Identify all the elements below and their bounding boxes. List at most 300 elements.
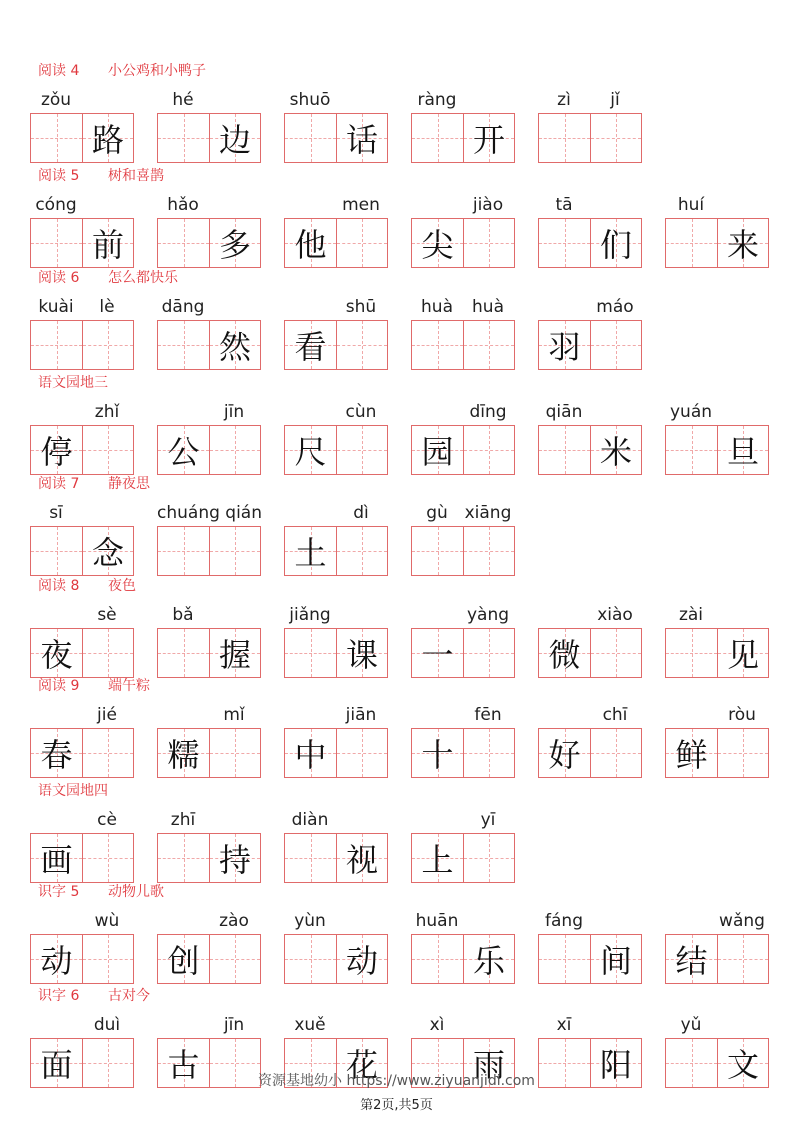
pinyin: yǔ xyxy=(680,1015,702,1035)
tianzige-cell xyxy=(209,321,260,369)
hanzi-character: 春 xyxy=(40,736,73,774)
hanzi-character: 鲜 xyxy=(675,736,708,774)
blank-cell[interactable] xyxy=(158,527,209,575)
word-box xyxy=(30,934,134,984)
tianzige-cell xyxy=(412,834,463,882)
pinyin-row xyxy=(0,704,793,726)
pinyin: gù xyxy=(426,503,448,523)
section-name: 树和喜鹊 xyxy=(108,168,164,184)
tianzige-row xyxy=(0,113,793,163)
watermark-url: 资源基地幼小 https://www.ziyuanjidi.com xyxy=(258,1073,535,1089)
pinyin: qiān xyxy=(545,402,583,422)
tianzige-row xyxy=(0,628,793,678)
hanzi-character: 念 xyxy=(91,534,124,572)
word-box xyxy=(157,526,261,576)
tianzige-cell xyxy=(209,114,260,162)
tianzige-row xyxy=(0,320,793,370)
section-title xyxy=(38,374,108,392)
blank-cell[interactable] xyxy=(31,114,82,162)
section-number: 阅读 4 xyxy=(38,63,80,79)
pinyin: xuě xyxy=(294,1015,326,1035)
hanzi-character: 他 xyxy=(294,226,327,264)
blank-cell[interactable] xyxy=(31,321,82,369)
pinyin: chī xyxy=(602,705,628,725)
word-box xyxy=(665,425,769,475)
tianzige-cell xyxy=(285,426,336,474)
word-box xyxy=(665,628,769,678)
blank-cell[interactable] xyxy=(336,219,387,267)
hanzi-character: 花 xyxy=(345,1046,378,1084)
pinyin: xī xyxy=(556,1015,572,1035)
section-number: 识字 5 xyxy=(38,884,80,900)
section-name: 古对今 xyxy=(108,988,150,1004)
tianzige-cell xyxy=(31,729,82,777)
blank-cell[interactable] xyxy=(463,834,514,882)
section-title xyxy=(38,883,164,901)
pinyin: máo xyxy=(596,297,634,317)
section-name: 端午粽 xyxy=(108,678,150,694)
pinyin: cùn xyxy=(345,402,377,422)
tianzige-cell xyxy=(31,629,82,677)
section-name: 语文园地四 xyxy=(38,783,108,799)
blank-cell[interactable] xyxy=(336,321,387,369)
word-box xyxy=(538,320,642,370)
word-box xyxy=(157,628,261,678)
blank-cell[interactable] xyxy=(590,629,641,677)
blank-cell[interactable] xyxy=(463,629,514,677)
blank-cell[interactable] xyxy=(82,834,133,882)
pinyin: dāng xyxy=(161,297,205,317)
pinyin: tā xyxy=(555,195,573,215)
word-box xyxy=(284,526,388,576)
pinyin: huà xyxy=(472,297,504,317)
hanzi-character: 动 xyxy=(345,942,378,980)
hanzi-character: 面 xyxy=(40,1046,73,1084)
tianzige-row xyxy=(0,833,793,883)
pinyin-row xyxy=(0,502,793,524)
tianzige-cell xyxy=(158,729,209,777)
pinyin: xiāng xyxy=(464,503,512,523)
hanzi-character: 乐 xyxy=(472,942,505,980)
hanzi-character: 路 xyxy=(91,121,124,159)
blank-cell[interactable] xyxy=(158,629,209,677)
word-box xyxy=(157,425,261,475)
tianzige-cell xyxy=(31,935,82,983)
word-box xyxy=(284,425,388,475)
pinyin: zài xyxy=(678,605,704,625)
pinyin: jié xyxy=(97,705,117,725)
tianzige-cell xyxy=(539,729,590,777)
blank-cell[interactable] xyxy=(31,219,82,267)
section-name: 夜色 xyxy=(108,578,136,594)
word-box xyxy=(411,320,515,370)
section-title xyxy=(38,62,206,80)
hanzi-character: 开 xyxy=(472,121,505,159)
blank-cell[interactable] xyxy=(209,527,260,575)
hanzi-character: 话 xyxy=(345,121,378,159)
pinyin: diàn xyxy=(291,810,329,830)
hanzi-character: 中 xyxy=(294,736,327,774)
tianzige-cell xyxy=(209,629,260,677)
pinyin-row xyxy=(0,194,793,216)
blank-cell[interactable] xyxy=(209,729,260,777)
tianzige-row xyxy=(0,218,793,268)
tianzige-cell xyxy=(158,935,209,983)
word-box xyxy=(411,728,515,778)
pinyin: xì xyxy=(429,1015,445,1035)
word-box xyxy=(284,218,388,268)
word-box xyxy=(538,218,642,268)
pinyin: zhī xyxy=(170,810,196,830)
word-box xyxy=(411,218,515,268)
hanzi-character: 前 xyxy=(91,226,124,264)
blank-cell[interactable] xyxy=(539,426,590,474)
tianzige-cell xyxy=(539,629,590,677)
tianzige-cell xyxy=(336,935,387,983)
word-box xyxy=(665,218,769,268)
tianzige-cell xyxy=(412,426,463,474)
blank-cell[interactable] xyxy=(463,729,514,777)
word-box xyxy=(30,728,134,778)
pinyin-row xyxy=(0,604,793,626)
pinyin-row xyxy=(0,809,793,831)
hanzi-character: 们 xyxy=(599,226,632,264)
hanzi-character: 尖 xyxy=(421,226,454,264)
hanzi-character: 米 xyxy=(599,433,632,471)
tianzige-cell xyxy=(209,834,260,882)
section-number: 阅读 6 xyxy=(38,270,80,286)
blank-cell[interactable] xyxy=(158,321,209,369)
pinyin: duì xyxy=(93,1015,121,1035)
tianzige-cell xyxy=(285,219,336,267)
blank-cell[interactable] xyxy=(82,321,133,369)
blank-cell[interactable] xyxy=(158,114,209,162)
pinyin-row xyxy=(0,296,793,318)
tianzige-cell xyxy=(158,426,209,474)
hanzi-character: 阳 xyxy=(599,1046,632,1084)
word-box xyxy=(157,934,261,984)
blank-cell[interactable] xyxy=(412,527,463,575)
tianzige-cell xyxy=(717,426,768,474)
pinyin: zǒu xyxy=(40,90,72,110)
section-number: 识字 6 xyxy=(38,988,80,1004)
pinyin: sè xyxy=(97,605,117,625)
pinyin: zì xyxy=(557,90,571,110)
word-box xyxy=(538,934,642,984)
pinyin: jīn xyxy=(223,402,245,422)
pinyin: wù xyxy=(94,911,120,931)
tianzige-cell xyxy=(82,527,133,575)
hanzi-character: 羽 xyxy=(548,328,581,366)
tianzige-cell xyxy=(717,219,768,267)
hanzi-character: 十 xyxy=(421,736,454,774)
hanzi-character: 视 xyxy=(345,841,378,879)
word-box xyxy=(411,526,515,576)
word-box xyxy=(411,113,515,163)
pinyin: shuō xyxy=(289,90,331,110)
blank-cell[interactable] xyxy=(717,935,768,983)
pinyin: wǎng xyxy=(719,911,765,931)
blank-cell[interactable] xyxy=(666,426,717,474)
tianzige-row xyxy=(0,728,793,778)
word-box xyxy=(665,934,769,984)
tianzige-cell xyxy=(539,321,590,369)
tianzige-cell xyxy=(336,114,387,162)
blank-cell[interactable] xyxy=(463,321,514,369)
hanzi-character: 见 xyxy=(726,636,759,674)
blank-cell[interactable] xyxy=(539,219,590,267)
pinyin: men xyxy=(342,195,380,215)
tianzige-cell xyxy=(209,219,260,267)
blank-cell[interactable] xyxy=(666,219,717,267)
word-box xyxy=(538,628,642,678)
blank-cell[interactable] xyxy=(717,729,768,777)
pinyin: lè xyxy=(99,297,115,317)
hanzi-character: 雨 xyxy=(472,1046,505,1084)
word-box xyxy=(411,833,515,883)
pinyin: jiān xyxy=(345,705,377,725)
page-number: 第2页,共5页 xyxy=(360,1098,433,1113)
word-box xyxy=(30,628,134,678)
blank-cell[interactable] xyxy=(336,426,387,474)
blank-cell[interactable] xyxy=(539,935,590,983)
hanzi-character: 微 xyxy=(548,636,581,674)
hanzi-character: 土 xyxy=(294,534,327,572)
pinyin: huà xyxy=(421,297,453,317)
hanzi-character: 课 xyxy=(345,636,378,674)
tianzige-cell xyxy=(82,114,133,162)
blank-cell[interactable] xyxy=(463,219,514,267)
tianzige-cell xyxy=(285,321,336,369)
blank-cell[interactable] xyxy=(336,729,387,777)
hanzi-character: 动 xyxy=(40,942,73,980)
blank-cell[interactable] xyxy=(82,426,133,474)
section-number: 阅读 7 xyxy=(38,476,80,492)
pinyin: yuán xyxy=(669,402,713,422)
pinyin: sī xyxy=(49,503,63,523)
blank-cell[interactable] xyxy=(82,729,133,777)
blank-cell[interactable] xyxy=(666,629,717,677)
tianzige-cell xyxy=(590,426,641,474)
hanzi-character: 糯 xyxy=(167,736,200,774)
blank-cell[interactable] xyxy=(463,527,514,575)
section-number: 阅读 8 xyxy=(38,578,80,594)
blank-cell[interactable] xyxy=(158,834,209,882)
word-box xyxy=(284,728,388,778)
word-box xyxy=(30,833,134,883)
pinyin: dīng xyxy=(469,402,507,422)
hanzi-character: 好 xyxy=(548,736,581,774)
blank-cell[interactable] xyxy=(539,114,590,162)
word-box xyxy=(157,728,261,778)
hanzi-character: 来 xyxy=(726,226,759,264)
tianzige-cell xyxy=(336,629,387,677)
pinyin: huān xyxy=(415,911,459,931)
tianzige-cell xyxy=(31,426,82,474)
section-title xyxy=(38,677,150,695)
section-title xyxy=(38,167,164,185)
pinyin: zào xyxy=(219,911,249,931)
word-box xyxy=(411,934,515,984)
word-box xyxy=(411,425,515,475)
word-box xyxy=(30,320,134,370)
blank-cell[interactable] xyxy=(463,426,514,474)
hanzi-character: 文 xyxy=(726,1046,759,1084)
section-number: 阅读 9 xyxy=(38,678,80,694)
tianzige-cell xyxy=(412,219,463,267)
word-box xyxy=(157,113,261,163)
word-box xyxy=(538,425,642,475)
pinyin: jīn xyxy=(223,1015,245,1035)
hanzi-character: 夜 xyxy=(40,636,73,674)
section-name: 静夜思 xyxy=(108,476,150,492)
tianzige-cell xyxy=(31,834,82,882)
word-box xyxy=(30,526,134,576)
hanzi-character: 园 xyxy=(421,433,454,471)
hanzi-character: 结 xyxy=(675,942,708,980)
pinyin: chuáng qián xyxy=(157,503,262,523)
blank-cell[interactable] xyxy=(590,114,641,162)
word-box xyxy=(157,218,261,268)
blank-cell[interactable] xyxy=(285,935,336,983)
tianzige-cell xyxy=(285,527,336,575)
hanzi-character: 间 xyxy=(599,942,632,980)
pinyin-row xyxy=(0,89,793,111)
word-box xyxy=(30,113,134,163)
tianzige-cell xyxy=(590,935,641,983)
tianzige-cell xyxy=(82,219,133,267)
word-box xyxy=(157,320,261,370)
pinyin: xiào xyxy=(597,605,633,625)
pinyin: ràng xyxy=(417,90,457,110)
hanzi-character: 边 xyxy=(218,121,251,159)
pinyin: hǎo xyxy=(167,195,199,215)
pinyin: huí xyxy=(677,195,705,215)
blank-cell[interactable] xyxy=(158,219,209,267)
pinyin: dì xyxy=(353,503,369,523)
blank-cell[interactable] xyxy=(590,729,641,777)
pinyin: cè xyxy=(97,810,117,830)
blank-cell[interactable] xyxy=(209,935,260,983)
tianzige-row xyxy=(0,425,793,475)
hanzi-character: 公 xyxy=(167,433,200,471)
pinyin-row xyxy=(0,401,793,423)
tianzige-cell xyxy=(463,935,514,983)
section-title xyxy=(38,987,150,1005)
pinyin: zhǐ xyxy=(94,402,120,422)
hanzi-character: 上 xyxy=(421,841,454,879)
word-box xyxy=(284,833,388,883)
tianzige-cell xyxy=(666,935,717,983)
section-title xyxy=(38,782,108,800)
blank-cell[interactable] xyxy=(412,114,463,162)
tianzige-row xyxy=(0,934,793,984)
blank-cell[interactable] xyxy=(590,321,641,369)
blank-cell[interactable] xyxy=(82,935,133,983)
hanzi-character: 一 xyxy=(421,636,454,674)
pinyin: yī xyxy=(480,810,496,830)
tianzige-cell xyxy=(412,629,463,677)
word-box xyxy=(665,728,769,778)
hanzi-character: 持 xyxy=(218,841,251,879)
section-title xyxy=(38,577,136,595)
word-box xyxy=(284,113,388,163)
hanzi-character: 古 xyxy=(167,1046,200,1084)
blank-cell[interactable] xyxy=(82,629,133,677)
hanzi-character: 停 xyxy=(40,433,73,471)
hanzi-character: 多 xyxy=(218,226,251,264)
pinyin: hé xyxy=(172,90,194,110)
hanzi-character: 画 xyxy=(40,841,73,879)
word-box xyxy=(30,218,134,268)
pinyin: bǎ xyxy=(172,605,194,625)
pinyin: kuài xyxy=(38,297,74,317)
word-box xyxy=(157,833,261,883)
section-title xyxy=(38,269,178,287)
section-name: 小公鸡和小鸭子 xyxy=(108,63,206,79)
pinyin-row xyxy=(0,910,793,932)
pinyin: fēn xyxy=(474,705,502,725)
pinyin: fáng xyxy=(545,911,583,931)
tianzige-cell xyxy=(666,729,717,777)
hanzi-character: 看 xyxy=(294,328,327,366)
pinyin: yùn xyxy=(294,911,326,931)
hanzi-character: 创 xyxy=(167,942,200,980)
word-box xyxy=(284,934,388,984)
word-box xyxy=(538,728,642,778)
pinyin: yàng xyxy=(466,605,510,625)
hanzi-character: 尺 xyxy=(294,433,327,471)
pinyin: cóng xyxy=(35,195,77,215)
blank-cell[interactable] xyxy=(412,321,463,369)
tianzige-cell xyxy=(590,219,641,267)
pinyin: mǐ xyxy=(223,705,245,725)
section-name: 怎么都快乐 xyxy=(108,270,178,286)
blank-cell[interactable] xyxy=(285,834,336,882)
tianzige-cell xyxy=(463,114,514,162)
word-box xyxy=(30,425,134,475)
section-number: 阅读 5 xyxy=(38,168,80,184)
word-box xyxy=(284,320,388,370)
tianzige-row xyxy=(0,526,793,576)
hanzi-character: 然 xyxy=(218,328,251,366)
section-title xyxy=(38,475,150,493)
pinyin: shū xyxy=(345,297,377,317)
pinyin: jiǎng xyxy=(289,605,331,625)
pinyin-row xyxy=(0,1014,793,1036)
section-name: 语文园地三 xyxy=(38,375,108,391)
pinyin: jǐ xyxy=(610,90,620,110)
blank-cell[interactable] xyxy=(285,629,336,677)
blank-cell[interactable] xyxy=(412,935,463,983)
hanzi-character: 握 xyxy=(218,636,251,674)
word-box xyxy=(411,628,515,678)
pinyin: ròu xyxy=(728,705,756,725)
tianzige-cell xyxy=(285,729,336,777)
word-box xyxy=(538,113,642,163)
tianzige-cell xyxy=(412,729,463,777)
tianzige-cell xyxy=(717,629,768,677)
blank-cell[interactable] xyxy=(31,527,82,575)
hanzi-character: 旦 xyxy=(726,433,759,471)
tianzige-cell xyxy=(336,834,387,882)
pinyin: jiào xyxy=(472,195,504,215)
blank-cell[interactable] xyxy=(336,527,387,575)
blank-cell[interactable] xyxy=(209,426,260,474)
word-box xyxy=(284,628,388,678)
blank-cell[interactable] xyxy=(285,114,336,162)
section-name: 动物儿歌 xyxy=(108,884,164,900)
